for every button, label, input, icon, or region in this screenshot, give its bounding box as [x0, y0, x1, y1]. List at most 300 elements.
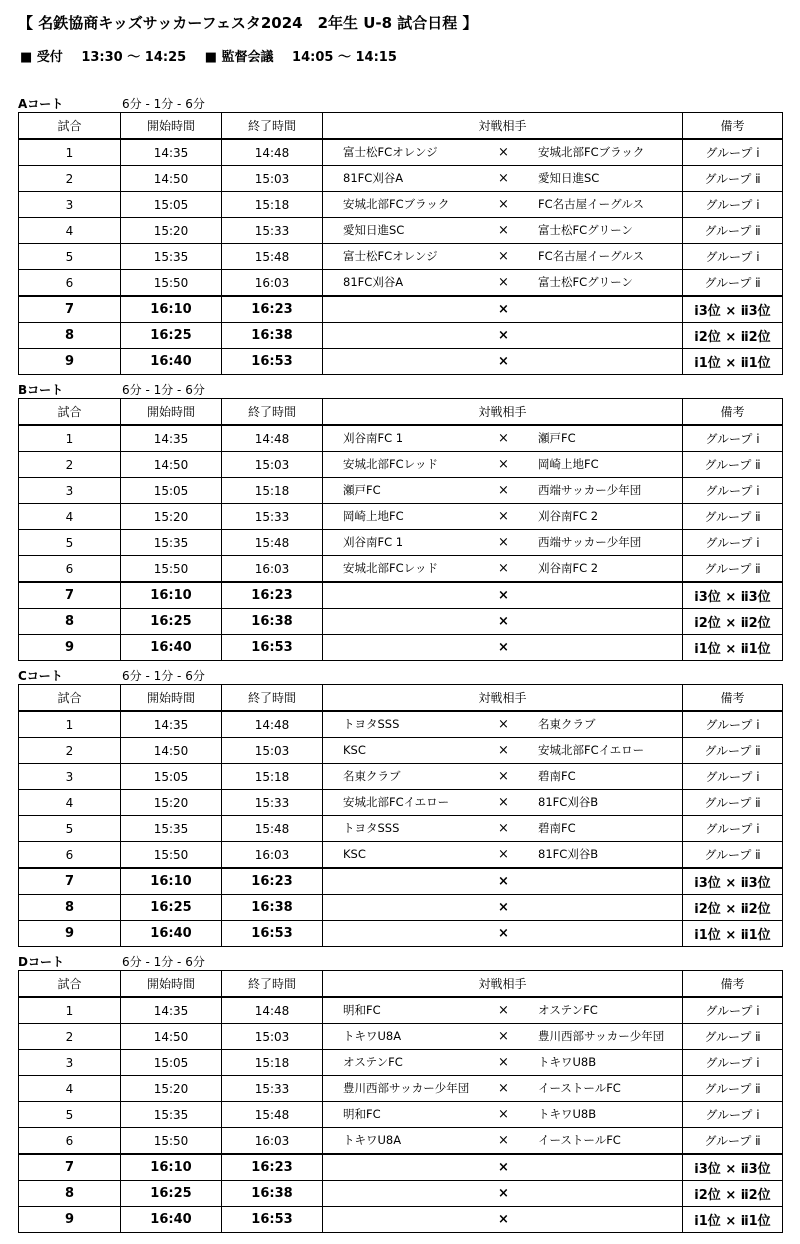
table-row — [19, 139, 783, 166]
table-row — [19, 790, 783, 816]
opponent-pair — [323, 1076, 682, 1101]
end-time: 16:53 — [222, 635, 323, 661]
start-time: 15:50 — [121, 842, 222, 869]
table-row — [19, 296, 783, 323]
vs-mark: × — [498, 509, 509, 524]
opponent-pair — [323, 478, 682, 503]
table-row — [19, 816, 783, 842]
opponent-pair — [323, 297, 682, 322]
vs-mark: × — [498, 847, 509, 862]
team-a: 名東クラブ — [343, 769, 401, 783]
table-row — [19, 738, 783, 764]
header-opponent: 対戦相手 — [323, 113, 683, 140]
table-row — [19, 504, 783, 530]
note-cell: グループ ⅱ — [683, 218, 783, 244]
vs-mark: × — [498, 1055, 509, 1070]
opponent-pair — [323, 1102, 682, 1127]
team-b: 81FC刈谷B — [538, 795, 599, 809]
start-time: 16:10 — [121, 582, 222, 609]
opponent-cell — [323, 1207, 683, 1233]
match-number: 5 — [19, 244, 121, 270]
reception-time: 13:30 ～ 14:25 — [81, 50, 187, 65]
opponent-cell — [323, 997, 683, 1024]
table-row — [19, 452, 783, 478]
opponent-pair — [323, 1128, 682, 1153]
note-cell: グループ ⅰ — [683, 425, 783, 452]
note-cell: ⅰ2位 × ⅱ2位 — [683, 895, 783, 921]
team-b: 碧南FC — [538, 769, 576, 783]
team-b: 安城北部FCブラック — [538, 145, 645, 159]
opponent-pair — [323, 140, 682, 165]
header-end: 終了時間 — [222, 113, 323, 140]
start-time: 15:05 — [121, 478, 222, 504]
team-a: KSC — [343, 847, 366, 861]
opponent-cell — [323, 635, 683, 661]
opponent-cell — [323, 1154, 683, 1181]
team-b: 西端サッカー少年団 — [538, 535, 642, 549]
opponent-cell — [323, 1181, 683, 1207]
match-number: 4 — [19, 504, 121, 530]
note-cell: グループ ⅰ — [683, 192, 783, 218]
end-time: 16:38 — [222, 323, 323, 349]
table-row — [19, 1050, 783, 1076]
opponent-cell — [323, 270, 683, 297]
note-cell: グループ ⅰ — [683, 1050, 783, 1076]
note-cell: ⅰ3位 × ⅱ3位 — [683, 1154, 783, 1181]
team-b: 愛知日進SC — [538, 171, 600, 185]
header-opponent: 対戦相手 — [323, 399, 683, 426]
end-time: 16:53 — [222, 1207, 323, 1233]
vs-mark: × — [498, 197, 509, 212]
team-a: 安城北部FCイエロー — [343, 795, 450, 809]
opponent-pair — [323, 556, 682, 581]
team-b: FC名古屋イーグルス — [538, 197, 644, 211]
vs-mark: × — [498, 171, 509, 186]
header-note: 備考 — [683, 399, 783, 426]
team-b: トキワU8B — [538, 1107, 597, 1121]
court-name: Dコート — [18, 955, 64, 969]
note-cell: グループ ⅰ — [683, 1102, 783, 1128]
vs-mark: × — [498, 717, 509, 732]
team-b: 碧南FC — [538, 821, 576, 835]
table-row — [19, 711, 783, 738]
vs-mark: × — [498, 1107, 509, 1122]
match-number: 8 — [19, 323, 121, 349]
vs-mark: × — [498, 275, 509, 290]
court-header — [18, 382, 782, 398]
start-time: 14:50 — [121, 1024, 222, 1050]
court-format: 6分 - 1分 - 6分 — [122, 383, 205, 397]
table-row — [19, 1128, 783, 1155]
match-number: 6 — [19, 1128, 121, 1155]
team-a: トヨタSSS — [343, 717, 400, 731]
team-b: イーストールFC — [538, 1133, 621, 1147]
vs-mark: × — [498, 354, 509, 369]
end-time: 16:38 — [222, 895, 323, 921]
match-number: 7 — [19, 868, 121, 895]
table-row — [19, 270, 783, 297]
table-row — [19, 635, 783, 661]
table-row — [19, 244, 783, 270]
end-time: 16:38 — [222, 1181, 323, 1207]
match-number: 8 — [19, 895, 121, 921]
match-number: 7 — [19, 582, 121, 609]
vs-mark: × — [498, 743, 509, 758]
header-end: 終了時間 — [222, 971, 323, 998]
opponent-pair — [323, 270, 682, 295]
team-a: 瀬戸FC — [343, 483, 381, 497]
match-number: 1 — [19, 711, 121, 738]
team-a: 明和FC — [343, 1003, 381, 1017]
match-number: 9 — [19, 349, 121, 375]
opponent-cell — [323, 764, 683, 790]
table-row — [19, 1024, 783, 1050]
start-time: 16:10 — [121, 296, 222, 323]
court-name: Bコート — [18, 383, 64, 397]
match-number: 2 — [19, 166, 121, 192]
note-cell: グループ ⅱ — [683, 842, 783, 869]
team-a: 安城北部FCブラック — [343, 197, 450, 211]
table-row — [19, 349, 783, 375]
note-cell: ⅰ1位 × ⅱ1位 — [683, 635, 783, 661]
match-number: 4 — [19, 218, 121, 244]
opponent-cell — [323, 452, 683, 478]
end-time: 15:03 — [222, 452, 323, 478]
team-b: オステンFC — [538, 1003, 598, 1017]
vs-mark: × — [498, 821, 509, 836]
opponent-cell — [323, 296, 683, 323]
note-cell: グループ ⅱ — [683, 504, 783, 530]
end-time: 16:23 — [222, 1154, 323, 1181]
court-header — [18, 954, 782, 970]
table-row — [19, 166, 783, 192]
start-time: 15:35 — [121, 244, 222, 270]
court-name: Aコート — [18, 97, 64, 111]
team-b: 岡崎上地FC — [538, 457, 599, 471]
header-match: 試合 — [19, 113, 121, 140]
opponent-cell — [323, 425, 683, 452]
vs-mark: × — [498, 483, 509, 498]
note-cell: ⅰ2位 × ⅱ2位 — [683, 323, 783, 349]
team-a: 富士松FCオレンジ — [343, 249, 438, 263]
opponent-cell — [323, 244, 683, 270]
match-number: 5 — [19, 816, 121, 842]
note-cell: ⅰ1位 × ⅱ1位 — [683, 1207, 783, 1233]
header-note: 備考 — [683, 971, 783, 998]
schedule-table — [18, 684, 783, 947]
note-cell: グループ ⅰ — [683, 997, 783, 1024]
start-time: 16:10 — [121, 868, 222, 895]
start-time: 16:10 — [121, 1154, 222, 1181]
table-row — [19, 868, 783, 895]
end-time: 16:03 — [222, 270, 323, 297]
end-time: 14:48 — [222, 425, 323, 452]
start-time: 15:20 — [121, 1076, 222, 1102]
note-cell: グループ ⅰ — [683, 530, 783, 556]
opponent-pair — [323, 530, 682, 555]
vs-mark: × — [498, 900, 509, 915]
note-cell: グループ ⅱ — [683, 1024, 783, 1050]
match-number: 6 — [19, 842, 121, 869]
table-header-row — [19, 399, 783, 426]
team-a: 刈谷南FC 1 — [343, 535, 404, 549]
header-start: 開始時間 — [121, 685, 222, 712]
team-b: FC名古屋イーグルス — [538, 249, 644, 263]
match-number: 2 — [19, 1024, 121, 1050]
start-time: 15:20 — [121, 218, 222, 244]
opponent-pair — [323, 583, 682, 608]
start-time: 16:25 — [121, 895, 222, 921]
schedule-table — [18, 112, 783, 375]
match-number: 2 — [19, 452, 121, 478]
opponent-cell — [323, 192, 683, 218]
team-b: 西端サッカー少年団 — [538, 483, 642, 497]
note-cell: グループ ⅱ — [683, 1076, 783, 1102]
team-a: トキワU8A — [343, 1133, 402, 1147]
start-time: 14:35 — [121, 425, 222, 452]
note-cell: グループ ⅰ — [683, 764, 783, 790]
end-time: 16:38 — [222, 609, 323, 635]
opponent-pair — [323, 192, 682, 217]
court-format: 6分 - 1分 - 6分 — [122, 669, 205, 683]
table-row — [19, 425, 783, 452]
end-time: 15:03 — [222, 738, 323, 764]
match-number: 5 — [19, 530, 121, 556]
team-a: オステンFC — [343, 1055, 403, 1069]
end-time: 15:33 — [222, 504, 323, 530]
team-a: 明和FC — [343, 1107, 381, 1121]
start-time: 15:50 — [121, 1128, 222, 1155]
match-number: 3 — [19, 1050, 121, 1076]
opponent-cell — [323, 1076, 683, 1102]
match-number: 9 — [19, 1207, 121, 1233]
opponent-cell — [323, 218, 683, 244]
opponent-pair — [323, 712, 682, 737]
team-b: 瀬戸FC — [538, 431, 576, 445]
note-cell: ⅰ2位 × ⅱ2位 — [683, 1181, 783, 1207]
match-number: 3 — [19, 478, 121, 504]
vs-mark: × — [498, 1029, 509, 1044]
table-row — [19, 1207, 783, 1233]
vs-mark: × — [498, 926, 509, 941]
team-a: 富士松FCオレンジ — [343, 145, 438, 159]
vs-mark: × — [498, 223, 509, 238]
vs-mark: × — [498, 249, 509, 264]
match-number: 4 — [19, 790, 121, 816]
end-time: 15:48 — [222, 1102, 323, 1128]
team-a: 愛知日進SC — [343, 223, 405, 237]
table-row — [19, 1076, 783, 1102]
court-section — [18, 96, 782, 375]
end-time: 15:48 — [222, 244, 323, 270]
vs-mark: × — [498, 1003, 509, 1018]
opponent-cell — [323, 790, 683, 816]
match-number: 9 — [19, 635, 121, 661]
opponent-pair — [323, 635, 682, 660]
team-a: 安城北部FCレッド — [343, 457, 439, 471]
vs-mark: × — [498, 457, 509, 472]
team-a: KSC — [343, 743, 366, 757]
header-end: 終了時間 — [222, 685, 323, 712]
opponent-pair — [323, 790, 682, 815]
team-b: 富士松FCグリーン — [538, 275, 633, 289]
start-time: 16:25 — [121, 609, 222, 635]
opponent-pair — [323, 166, 682, 191]
start-time: 16:25 — [121, 323, 222, 349]
start-time: 15:05 — [121, 764, 222, 790]
start-time: 16:40 — [121, 1207, 222, 1233]
team-a: 81FC刈谷A — [343, 171, 404, 185]
opponent-cell — [323, 504, 683, 530]
note-cell: グループ ⅰ — [683, 711, 783, 738]
reception-label: ■ 受付 — [20, 50, 63, 65]
table-row — [19, 1181, 783, 1207]
opponent-pair — [323, 218, 682, 243]
opponent-pair — [323, 921, 682, 946]
start-time: 16:40 — [121, 921, 222, 947]
start-time: 14:50 — [121, 738, 222, 764]
match-number: 6 — [19, 556, 121, 583]
opponent-cell — [323, 738, 683, 764]
start-time: 15:20 — [121, 790, 222, 816]
opponent-cell — [323, 609, 683, 635]
opponent-pair — [323, 842, 682, 867]
header-opponent: 対戦相手 — [323, 685, 683, 712]
end-time: 15:18 — [222, 1050, 323, 1076]
end-time: 16:03 — [222, 842, 323, 869]
team-b: トキワU8B — [538, 1055, 597, 1069]
note-cell: グループ ⅰ — [683, 244, 783, 270]
note-cell: グループ ⅱ — [683, 452, 783, 478]
note-cell: グループ ⅱ — [683, 270, 783, 297]
vs-mark: × — [498, 874, 509, 889]
note-cell: グループ ⅰ — [683, 816, 783, 842]
start-time: 14:35 — [121, 997, 222, 1024]
opponent-pair — [323, 869, 682, 894]
team-a: トヨタSSS — [343, 821, 400, 835]
note-cell: グループ ⅰ — [683, 139, 783, 166]
court-header — [18, 96, 782, 112]
team-b: イーストールFC — [538, 1081, 621, 1095]
header-start: 開始時間 — [121, 113, 222, 140]
match-number: 3 — [19, 192, 121, 218]
vs-mark: × — [498, 1133, 509, 1148]
note-cell: グループ ⅱ — [683, 1128, 783, 1155]
opponent-pair — [323, 1024, 682, 1049]
note-cell: ⅰ2位 × ⅱ2位 — [683, 609, 783, 635]
opponent-pair — [323, 764, 682, 789]
start-time: 14:50 — [121, 452, 222, 478]
match-number: 2 — [19, 738, 121, 764]
team-b: 刈谷南FC 2 — [538, 509, 599, 523]
start-time: 14:50 — [121, 166, 222, 192]
table-row — [19, 895, 783, 921]
note-cell: ⅰ3位 × ⅱ3位 — [683, 868, 783, 895]
vs-mark: × — [498, 145, 509, 160]
table-row — [19, 997, 783, 1024]
end-time: 15:18 — [222, 192, 323, 218]
court-format: 6分 - 1分 - 6分 — [122, 97, 205, 111]
opponent-cell — [323, 530, 683, 556]
end-time: 15:18 — [222, 478, 323, 504]
vs-mark: × — [498, 588, 509, 603]
table-row — [19, 478, 783, 504]
opponent-cell — [323, 816, 683, 842]
meeting-label: ■ 監督会議 — [204, 50, 274, 65]
opponent-pair — [323, 1181, 682, 1206]
end-time: 16:23 — [222, 296, 323, 323]
match-number: 4 — [19, 1076, 121, 1102]
team-a: トキワU8A — [343, 1029, 402, 1043]
note-cell: ⅰ1位 × ⅱ1位 — [683, 921, 783, 947]
vs-mark: × — [498, 1160, 509, 1175]
start-time: 16:40 — [121, 635, 222, 661]
start-time: 15:05 — [121, 1050, 222, 1076]
opponent-cell — [323, 1024, 683, 1050]
team-b: 富士松FCグリーン — [538, 223, 633, 237]
end-time: 15:33 — [222, 1076, 323, 1102]
opponent-cell — [323, 1050, 683, 1076]
match-number: 7 — [19, 1154, 121, 1181]
table-row — [19, 556, 783, 583]
team-b: 豊川西部サッカー少年団 — [538, 1029, 665, 1043]
team-a: 岡崎上地FC — [343, 509, 404, 523]
opponent-cell — [323, 868, 683, 895]
opponent-cell — [323, 166, 683, 192]
opponent-pair — [323, 1207, 682, 1232]
header-match: 試合 — [19, 685, 121, 712]
table-header-row — [19, 685, 783, 712]
opponent-pair — [323, 998, 682, 1023]
opponent-cell — [323, 323, 683, 349]
note-cell: ⅰ1位 × ⅱ1位 — [683, 349, 783, 375]
table-row — [19, 192, 783, 218]
match-number: 1 — [19, 997, 121, 1024]
opponent-pair — [323, 1155, 682, 1180]
start-time: 16:25 — [121, 1181, 222, 1207]
opponent-pair — [323, 816, 682, 841]
team-a: 刈谷南FC 1 — [343, 431, 404, 445]
start-time: 15:35 — [121, 530, 222, 556]
team-b: 安城北部FCイエロー — [538, 743, 645, 757]
match-number: 1 — [19, 139, 121, 166]
match-number: 9 — [19, 921, 121, 947]
opponent-pair — [323, 609, 682, 634]
table-row — [19, 530, 783, 556]
court-section — [18, 382, 782, 661]
end-time: 16:23 — [222, 868, 323, 895]
table-row — [19, 323, 783, 349]
start-time: 15:20 — [121, 504, 222, 530]
table-row — [19, 1102, 783, 1128]
court-header — [18, 668, 782, 684]
opponent-cell — [323, 921, 683, 947]
header-end: 終了時間 — [222, 399, 323, 426]
opponent-cell — [323, 478, 683, 504]
end-time: 14:48 — [222, 139, 323, 166]
table-row — [19, 1154, 783, 1181]
vs-mark: × — [498, 535, 509, 550]
end-time: 16:03 — [222, 1128, 323, 1155]
vs-mark: × — [498, 769, 509, 784]
team-a: 安城北部FCレッド — [343, 561, 439, 575]
start-time: 14:35 — [121, 711, 222, 738]
end-time: 16:23 — [222, 582, 323, 609]
opponent-cell — [323, 711, 683, 738]
opponent-pair — [323, 244, 682, 269]
start-time: 15:50 — [121, 556, 222, 583]
opponent-pair — [323, 452, 682, 477]
